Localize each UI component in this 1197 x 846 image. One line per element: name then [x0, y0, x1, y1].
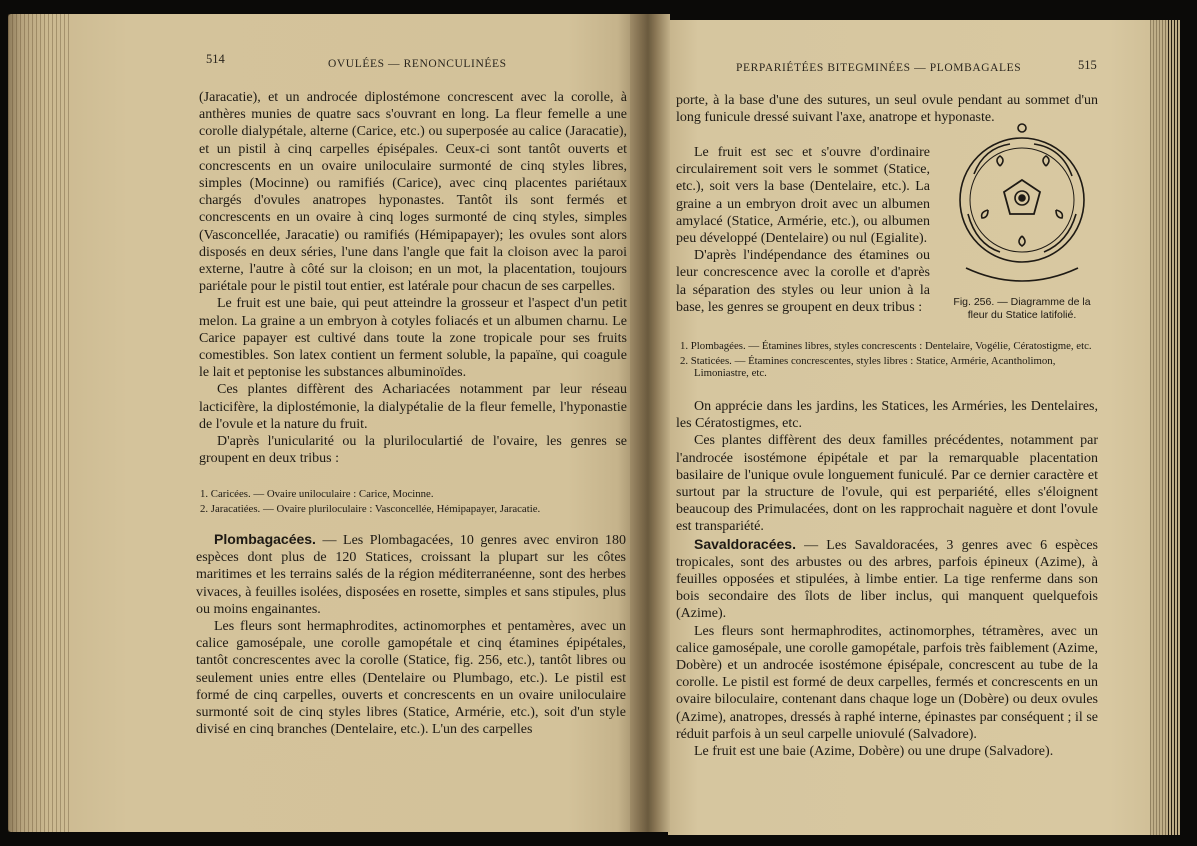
right-body-left-column: [676, 144, 930, 316]
petal-arc-2: [1034, 144, 1072, 176]
figure-caption: Fig. 256. — Diagramme de la fleur du Statice latifolié.: [953, 296, 1091, 321]
right-paragraph-ces-plantes: Ces plantes diffèrent des deux familles précédentes, notamment par l'androcée isostémone épipétale et par la remarquable placentation basilaire de l'unique ovule longuement funiculé. Par ce dernier caractère et surtout par la structure de l'ovule, qui est perpariété, elles s'éloignent beaucoup des Primulacées, dont on les rapprochait naguère et dont l'ovule est transpariété.: [676, 433, 1098, 535]
right-note-2: 2. Staticées. — Étamines concrescentes, styles libres : Statice, Armérie, Acantholimon, Limoniastre, etc.: [680, 354, 1056, 380]
stamen-3: [1056, 210, 1062, 218]
plombagacees-paragraph: [196, 531, 626, 618]
left-note-1: 1. Caricées. — Ovaire uniloculaire : Carice, Mocinne.: [200, 488, 434, 500]
petal-arc-4: [968, 214, 1000, 252]
axis-marker: [1018, 124, 1026, 132]
left-paragraph-2: Le fruit est une baie, qui peut atteindre la grosseur et l'aspect d'un petit melon. La graine a un embryon à cotyles foliacés et un albumen charnu. Le Carice papayer est cultivé dans toute la zone tropicale pour ses fruits comestibles. Son latex contient un ferment soluble, la papaïne, qui coagule le lait et peptonise les substances albuminoïdes.: [199, 296, 627, 381]
stamen-2: [1043, 156, 1049, 166]
book-gutter: [630, 14, 670, 832]
left-footnotes: [196, 488, 626, 517]
left-paragraph-fleurs: Les fleurs sont hermaphrodites, actinomorphes et pentamères, avec un calice gamosépale, une corolle gamopétale et cinq étamines épipétales, tantôt concrescentes avec la corolle (Statice, fig. 256, etc.), tantôt libres ou seulement unies entre elles (Dentelaire ou Plumbago, etc.). Le pistil est formé de cinq carpelles, ouverts et concrescents en un ovaire uniloculaire surmonté soit de cinq styles libres (Statice, Armérie, etc.), soit d'un style divisé en cinq branches (Dentelaire, etc.). L'un des carpelles: [196, 619, 626, 738]
right-body-bottom: [676, 398, 1098, 760]
stamen-5: [982, 210, 988, 218]
right-paragraph-1: porte, à la base d'une des sutures, un seul ovule pendant au sommet d'un long funicule dressé suivant l'axe, anatrope et hyponaste.: [676, 93, 1098, 126]
right-page-edges: [1150, 20, 1180, 835]
stamen-4: [1019, 236, 1025, 246]
left-page-edges: [8, 14, 70, 832]
left-body-bottom: [196, 531, 626, 738]
plombagacees-text: — Les Plombagacées, 10 genres avec environ 180 espèces dont plus de 120 Statices, croissant la plupart sur les côtes maritimes et les terrains salés de la région méditerranéenne, sont des herbes vivaces, à feuilles isolées, disposées en rosette, simples et sans stipules, plus ou moins engainantes.: [196, 533, 626, 617]
left-page-number: 514: [206, 52, 225, 66]
ovule-dot: [1019, 195, 1025, 201]
savaldoracees-heading: Savaldoracées.: [694, 535, 796, 552]
plombagacees-heading: Plombagacées.: [214, 531, 316, 547]
right-footnotes: [676, 340, 1100, 382]
stamen-1: [997, 156, 1003, 166]
petal-arc-3: [1044, 214, 1076, 252]
left-note-2: 2. Jaracatiées. — Ovaire pluriloculaire : Vasconcellée, Hémipapayer, Jaracatie.: [200, 502, 541, 515]
savaldoracees-paragraph: [676, 536, 1098, 623]
right-paragraph-fruit: Le fruit est sec et s'ouvre d'ordinaire circulairement soit vers le sommet (Statice, etc.), soit vers la base (Dentelaire, etc.). La graine a un embryon droit avec un albumen amylacé (Statice, Armérie, etc.), ou albumen peu développé (Dentelaire) ou nul (Egialite).: [676, 145, 930, 247]
left-paragraph-4: D'après l'unicularité ou la pluriloculartié de l'ovaire, les genres se groupent en deux tribus :: [199, 434, 627, 467]
right-paragraph-independance: D'après l'indépendance des étamines ou leur concrescence avec la corolle et d'après la séparation des styles ou leur union à la base, les genres se groupent en deux tribus :: [676, 248, 930, 315]
left-paragraph-3: Ces plantes diffèrent des Achariacées notamment par leur réseau lacticifère, la diplostémonie, la dialypétalie de la fleur femelle, l'hyponastie de l'ovule et la nature du fruit.: [199, 382, 627, 432]
left-body-top: [199, 89, 627, 467]
savaldoracees-text: — Les Savaldoracées, 3 genres avec 6 espèces tropicales, sont des arbustes ou des arbres, parfois épineux (Azime), à feuilles opposées et stipulées, à limbe entier. La tige renferme dans son bois secondaire des îlots de liber inclus, qui manquent quelquefois (Azime).: [676, 537, 1098, 622]
right-note-1: 1. Plombagées. — Étamines libres, styles concrescents : Dentelaire, Vogélie, Cératostigme, etc.: [680, 340, 1092, 352]
left-running-head: OVULÉES — RENONCULINÉES: [328, 58, 507, 70]
right-page-number: 515: [1078, 58, 1097, 72]
right-running-head: PERPARIÉTÉES BITEGMINÉES — PLOMBAGALES: [736, 62, 1022, 74]
bract-arc: [966, 268, 1078, 281]
right-paragraph-fleurs: Les fleurs sont hermaphrodites, actinomorphes, tétramères, avec un calice gamosépale, une corolle gamopétale, parfois très faiblement (Azime, Dobère) et un androcée isostémone épisépale, concrescent au tube de la corolle. Le pistil est formé de deux carpelles, fermés et concrescents en un ovaire biloculaire, contenant dans chaque loge un (Dobère) ou deux ovules (Azime), anatropes, dressés à raphé interne, épinastes par conséquent ; il se réduit parfois à un seul carpelle uniovulé (Salvadore).: [676, 623, 1098, 742]
left-paragraph-1: (Jaracatie), et un androcée diplostémone concrescent avec la corolle, à anthères munies de quatre sacs s'ouvrant en long. La fleur femelle a une corolle dialypétale, alterne (Carice, etc.) ou superposée au calice (Jaracatie), et un pistil à cinq carpelles épisépales. Ceux-ci sont tantôt ouverts et concrescents en un ovaire uniloculaire surmonté de cinq styles libres, simples (Mocinne) ou ramifiés (Carice), avec cinq placentes pariétaux chargés d'ovules anatropes hyponastes. Tantôt ils sont fermés et concrescents en un ovaire à cinq loges surmonté de cinq styles, simples (Vasconcellée, Jaracatie) ou ramifiés (Hémipapayer); les ovules sont alors disposés en deux séries, l'une dans l'angle que fait la cloison avec la paroi externe, l'autre à côté sur la cloison; en un mot, la placentation, toujours pariétale pour le pistil tout entier, est latérale pour chacun de ses carpelles.: [199, 90, 627, 295]
flower-diagram-figure: [944, 118, 1100, 294]
right-paragraph-jardins: On apprécie dans les jardins, les Statices, les Arméries, les Dentelaires, les Cératostigmes, etc.: [676, 399, 1098, 432]
right-paragraph-final: Le fruit est une baie (Azime, Dobère) ou une drupe (Salvadore).: [694, 744, 1054, 760]
